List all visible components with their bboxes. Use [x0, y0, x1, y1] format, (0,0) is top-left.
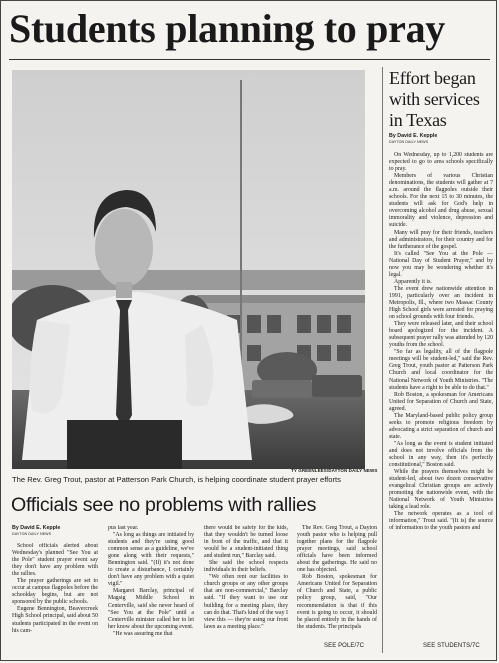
- side-paragraph: Members of various Christian denominations, the students will gather at 7 a.m. around the flagpoles outside their schools. For the next 15 to 30 minutes, the students will ask for God's help in overcoming alcohol and drug abuse, sexual immorality and violence, depression and suicide.: [389, 173, 493, 229]
- side-paragraph: The Maryland-based public policy group seeks to promote religious freedom by advocating a strict separation of church and state.: [389, 412, 493, 440]
- bottom-paragraph: Margaret Barclay, principal of Magsig Middle School in Centerville, said she never heard of "See You at the Pole" until a Centerville minister called her to let her know about the upcoming event.: [108, 588, 194, 630]
- bottom-paragraph: Rob Boston, spokesman for Americans United for Separation of Church and State, a public policy group, said, "Our recommendation is that if this event is going to occur, it should be placed entirely in the hands of the students. The principals: [297, 574, 377, 630]
- bottom-paragraph: pus last year.: [108, 525, 139, 531]
- side-paragraph: "As long as the event is student initiated and does not involve officials from the school in any way, then it's perfectly constitutional," Boston said.: [389, 440, 493, 469]
- bottom-story-jump: SEE POLE/7C: [324, 643, 365, 649]
- side-paragraph: The network operates as a tool of information," Trout said. "(It is) the source of information to the youth pastors and: [389, 511, 493, 532]
- bottom-paragraph: The Rev. Greg Trout, a Dayton youth pastor who is helping pull together plans for the flagpole prayer meetings, said school officials have been informed about the gatherings. He said no one has objected.: [297, 525, 377, 574]
- bottom-paragraph: Eugene Bennington, Beavercreek High School principal, said about 50 students participated in the event on his cam-: [12, 606, 98, 634]
- bottom-paragraph: "As long as things are initiated by students and they're using good common sense as a guideline, we've gone along with their requests," Bennington said. "(If) it's not done to create a disturbance, I certainly don't have any problem with a quiet vigil.": [108, 532, 194, 588]
- bottom-byline-org: DAYTON DAILY NEWS: [12, 532, 52, 537]
- side-story-headline: Effort began with services in Texas: [389, 68, 480, 130]
- side-byline-org: DAYTON DAILY NEWS: [389, 140, 429, 145]
- bottom-column-2: [108, 525, 194, 655]
- side-paragraph: Apparently it is.: [394, 278, 432, 285]
- bottom-story-byline: [12, 525, 60, 538]
- side-paragraph: It's called "See You at the Pole — National Day of Student Prayer," and by now you may be wondering whether it's legal.: [389, 250, 493, 278]
- bottom-paragraph: "He was assuring me that: [113, 630, 173, 637]
- bottom-paragraph: there would be safety for the kids, that they wouldn't be turned loose in front of the traffic, and that it would be a student-initiated thing and student run," Barclay said.: [204, 525, 288, 560]
- bottom-paragraph: She said the school respects individuals in their beliefs.: [204, 560, 288, 574]
- side-paragraph: While the prayers themselves might be student-led, about two dozen conservative evangelical Christian groups are actively promoting the nationwide event, with the National Network of Youth Ministries taking a lead role.: [389, 469, 493, 511]
- side-paragraph: On Wednesday, up to 1,200 students are expected to go to area schools specifically to pray.: [389, 152, 493, 173]
- bottom-column-3: [204, 525, 288, 655]
- photo-credit: TY GREENLEES/DAYTON DAILY NEWS: [291, 468, 378, 473]
- side-byline-name: By David E. Kepple: [389, 133, 438, 139]
- side-story-byline: [389, 133, 437, 146]
- side-paragraph: "So far as legality, all of the flagpole meetings will be student-led," said the Rev. Greg Trout, youth pastor at Patterson Park Church and local coordinator for the National Network of Youth Ministries. "The students have a right to be able to do that.": [389, 349, 493, 391]
- bottom-story-headline: Officials see no problems with rallies: [11, 494, 317, 516]
- column-rule: [382, 67, 383, 653]
- bottom-paragraph: The prayer gatherings are set to occur at campus flagpoles before the schoolday begins, but are not sponsored by the public schools.: [12, 578, 98, 606]
- bottom-column-4: [297, 525, 377, 637]
- bottom-byline-name: By David E. Kepple: [12, 525, 61, 531]
- bottom-paragraph: "We often rent our facilities to church groups or any other groups that are non-commercial," Barclay said. "If they want to use our building for a meeting place, they can do that. That's kind of the way I view this — they're using our front lawn as a meeting place.": [204, 574, 288, 630]
- side-paragraph: Rob Boston, a spokesman for Americans United for Separation of Church and State, agreed.: [389, 391, 493, 412]
- main-headline: Students planning to pray: [9, 6, 445, 51]
- side-story-jump: SEE STUDENTS/7C: [423, 643, 480, 649]
- bottom-paragraph: School officials alerted about Wednesday's planned "See You at the Pole" student prayer event say they don't have any problem with the rallies.: [12, 543, 98, 578]
- side-paragraph: They were released later, and their school board apologized for the incident. A subsequent prayer rally was attended by 120 youths from the school.: [389, 321, 493, 349]
- headline-rule: [9, 59, 490, 60]
- photo-caption: The Rev. Greg Trout, pastor at Patterson Park Church, is helping coordinate student prayer efforts: [12, 475, 341, 484]
- side-paragraph: Many will pray for their friends, teachers and administrators, for their country and for the furtherance of the gospel.: [389, 229, 493, 250]
- news-photo: [12, 70, 365, 469]
- side-paragraph: The event drew nationwide attention in 1991, particularly over an incident in Metropolis, Ill., where two Massac County High School girls were arrested for praying on school grounds with four friends.: [389, 285, 493, 321]
- bottom-column-1: [12, 543, 98, 655]
- side-story-column: [389, 152, 493, 636]
